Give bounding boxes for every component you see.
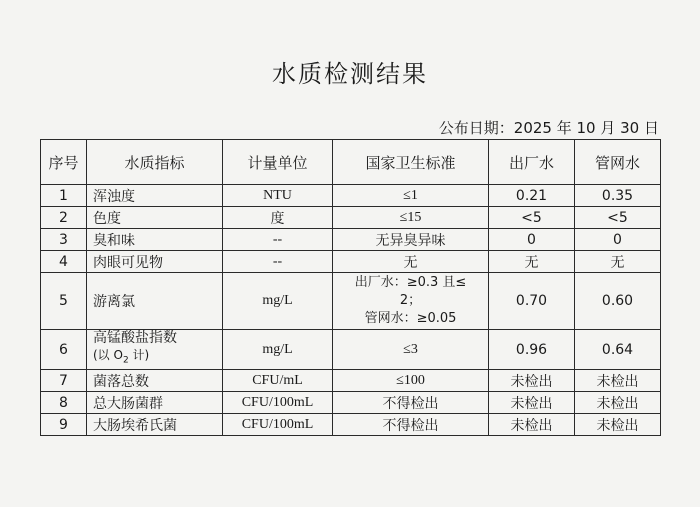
row-no: 7	[41, 370, 87, 392]
row-no: 3	[41, 229, 87, 251]
row-plant-value: 0.96	[489, 330, 575, 370]
header-network-water: 管网水	[575, 140, 661, 185]
row-standard: ≤15	[333, 207, 489, 229]
row-standard: ≤100	[333, 370, 489, 392]
row-unit: 度	[223, 207, 333, 229]
water-quality-table	[40, 139, 661, 436]
row-plant-value: 未检出	[489, 414, 575, 436]
row-unit: CFU/mL	[223, 370, 333, 392]
row-unit: --	[223, 229, 333, 251]
indicator-note-sub: 2	[122, 355, 129, 366]
row-no: 8	[41, 392, 87, 414]
row-standard: 无	[333, 251, 489, 273]
standard-line: 管网水：≥0.05	[364, 311, 457, 326]
row-network-value: 0	[575, 229, 661, 251]
row-plant-value: 0.21	[489, 185, 575, 207]
header-indicator: 水质指标	[87, 140, 223, 185]
row-unit: CFU/100mL	[223, 392, 333, 414]
row-plant-value: 0	[489, 229, 575, 251]
indicator-note-b: 计)	[128, 348, 150, 362]
table-header-row	[41, 140, 661, 185]
row-standard: 不得检出	[333, 414, 489, 436]
row-standard: ≤3	[333, 330, 489, 370]
table-row	[41, 273, 661, 330]
row-standard: ≤1	[333, 185, 489, 207]
row-no: 9	[41, 414, 87, 436]
row-unit: --	[223, 251, 333, 273]
table-row	[41, 370, 661, 392]
standard-line: 出厂水：≥0.3 且≤	[354, 275, 467, 290]
row-no: 1	[41, 185, 87, 207]
row-indicator: 菌落总数	[87, 370, 223, 392]
table-row	[41, 392, 661, 414]
header-unit: 计量单位	[223, 140, 333, 185]
row-indicator: 大肠埃希氏菌	[87, 414, 223, 436]
page-title: 水质检测结果	[272, 60, 428, 88]
row-no: 2	[41, 207, 87, 229]
standard-line: 2；	[399, 293, 422, 308]
indicator-line: 高锰酸盐指数	[93, 330, 177, 346]
row-network-value: 0.60	[575, 273, 661, 330]
row-network-value: 未检出	[575, 392, 661, 414]
row-unit: mg/L	[223, 273, 333, 330]
row-plant-value: 未检出	[489, 392, 575, 414]
row-standard: 无异臭异味	[333, 229, 489, 251]
indicator-note-a: (以 O	[93, 348, 123, 362]
table-row	[41, 229, 661, 251]
row-network-value: 0.35	[575, 185, 661, 207]
row-indicator: 游离氯	[87, 273, 223, 330]
row-network-value: 未检出	[575, 370, 661, 392]
table-row	[41, 330, 661, 370]
header-standard: 国家卫生标准	[333, 140, 489, 185]
row-unit: NTU	[223, 185, 333, 207]
row-indicator	[87, 330, 223, 370]
row-unit: CFU/100mL	[223, 414, 333, 436]
row-plant-value: 无	[489, 251, 575, 273]
row-indicator: 浑浊度	[87, 185, 223, 207]
header-plant-water: 出厂水	[489, 140, 575, 185]
row-no: 5	[41, 273, 87, 330]
row-plant-value: 未检出	[489, 370, 575, 392]
indicator-note	[93, 347, 220, 369]
row-standard: 不得检出	[333, 392, 489, 414]
table-row	[41, 207, 661, 229]
header-no: 序号	[41, 140, 87, 185]
row-indicator: 色度	[87, 207, 223, 229]
table-row	[41, 251, 661, 273]
row-network-value: 未检出	[575, 414, 661, 436]
row-standard	[333, 273, 489, 330]
table-row	[41, 414, 661, 436]
table-row	[41, 185, 661, 207]
row-indicator: 总大肠菌群	[87, 392, 223, 414]
row-network-value: <5	[575, 207, 661, 229]
publish-date: 公布日期：2025 年 10 月 30 日	[438, 119, 659, 137]
row-no: 4	[41, 251, 87, 273]
row-plant-value: 0.70	[489, 273, 575, 330]
row-plant-value: <5	[489, 207, 575, 229]
row-unit: mg/L	[223, 330, 333, 370]
row-network-value: 无	[575, 251, 661, 273]
row-network-value: 0.64	[575, 330, 661, 370]
row-no: 6	[41, 330, 87, 370]
row-indicator: 臭和味	[87, 229, 223, 251]
row-indicator: 肉眼可见物	[87, 251, 223, 273]
